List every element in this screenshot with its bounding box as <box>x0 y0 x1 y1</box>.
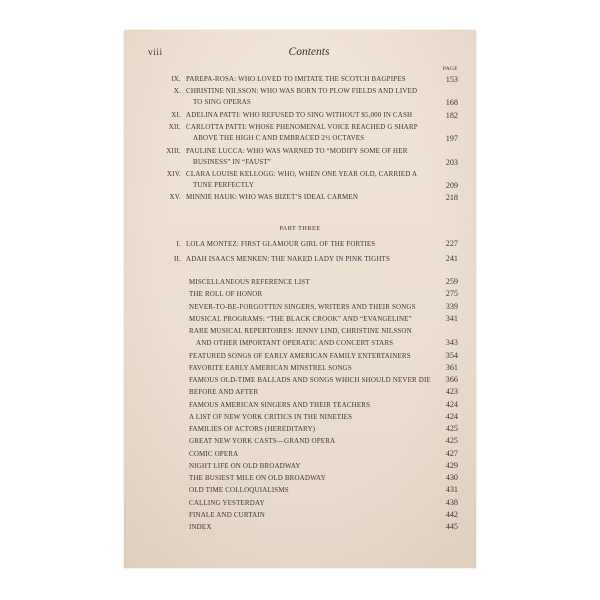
page-title: Contents <box>288 46 330 58</box>
entry-title-line: BEFORE AND AFTER <box>189 388 259 397</box>
entry-title-line: CALLING YESTERDAY <box>189 498 265 507</box>
entry-title <box>189 374 436 386</box>
entry-title-line: OLD TIME COLLOQUIALISMS <box>189 486 289 495</box>
toc-entry <box>124 484 458 496</box>
entry-title-line: THE ROLL OF HONOR <box>189 290 263 299</box>
entry-title-line: RARE MUSICAL REPERTOIRES: JENNY LIND, CHRISTINE NILSSON <box>189 327 412 335</box>
page-number: 430 <box>445 473 458 482</box>
toc-entry <box>124 350 458 362</box>
page-number: 218 <box>445 193 458 203</box>
entry-title-line: MISCELLANEOUS REFERENCE LIST <box>189 278 310 286</box>
page-number: 424 <box>445 411 458 421</box>
page-number: 425 <box>445 424 458 433</box>
entry-title-line: FAMOUS OLD-TIME BALLADS AND SONGS WHICH SHOULD NEVER DIE <box>189 376 431 384</box>
entry-title-line: NEVER-TO-BE-FORGOTTEN SINGERS, WRITERS AND THEIR SONGS <box>189 302 416 311</box>
page-number: 442 <box>445 509 458 519</box>
toc-entry <box>124 497 458 509</box>
book-page <box>124 30 476 568</box>
toc-entry <box>124 86 458 108</box>
entry-title-line: FEATURED SONGS OF EARLY AMERICAN FAMILY ENTERTAINERS <box>189 351 411 360</box>
chapter-number: XV. <box>169 193 181 202</box>
toc-entry <box>124 399 458 411</box>
page-number: 354 <box>445 350 458 360</box>
page-number: 209 <box>445 180 458 190</box>
toc-entry <box>124 325 458 350</box>
entry-title-line: MINNIE HAUK: WHO WAS BIZET’S IDEAL CARMEN <box>186 193 359 202</box>
entry-title-line: LOLA MONTEZ: FIRST GLAMOUR GIRL OF THE FORTIES <box>186 240 376 248</box>
page-number: 197 <box>445 134 458 144</box>
entry-title <box>189 497 436 509</box>
entry-title-line: CLARA LOUISE KELLOGG: WHO, WHEN ONE YEAR OLD, CARRIED A <box>186 169 418 178</box>
chapter-number: XI. <box>171 110 181 119</box>
toc-entry <box>124 362 458 374</box>
entry-title <box>189 350 436 362</box>
toc-entry <box>124 509 458 521</box>
entry-title-line: INDEX <box>189 523 212 531</box>
entry-title <box>189 509 436 521</box>
entry-title-line: CARLOTTA PATTI: WHOSE PHENOMENAL VOICE REACHED G SHARP <box>186 123 418 132</box>
toc-entry <box>124 448 458 460</box>
chapter-number: XII. <box>168 123 181 132</box>
entry-title-line: COMIC OPERA <box>189 449 239 458</box>
page-number: 182 <box>445 110 458 120</box>
part-two-chapter-list <box>124 74 458 205</box>
page-number: 429 <box>445 460 458 470</box>
entry-title <box>189 472 436 484</box>
entry-title-line: A LIST OF NEW YORK CRITICS IN THE NINETIES <box>189 412 353 421</box>
page-number: 227 <box>445 239 458 248</box>
entry-title-line: FAMILIES OF ACTORS (HEREDITARY) <box>189 425 316 433</box>
entry-title-line: MUSICAL PROGRAMS: “THE BLACK CROOK” AND “EVANGELINE” <box>189 314 412 323</box>
entry-title <box>186 146 436 168</box>
entry-title <box>189 362 436 374</box>
entry-title-continuation: TUNE PERFECTLY <box>193 180 255 189</box>
toc-entry <box>124 472 458 484</box>
page-number: 427 <box>445 448 458 458</box>
toc-entry <box>124 411 458 423</box>
chapter-number: IX. <box>171 75 181 83</box>
entry-title-line: FINALE AND CURTAIN <box>189 510 265 519</box>
toc-entry <box>124 253 458 265</box>
entry-title <box>189 325 436 350</box>
page-column-label: PAGE <box>442 66 458 72</box>
toc-entry <box>124 374 458 386</box>
toc-entry <box>124 435 458 447</box>
entry-title-line: PAREPA-ROSA: WHO LOVED TO IMITATE THE SCOTCH BAGPIPES <box>186 75 406 83</box>
entry-title <box>189 435 436 447</box>
page-number: 275 <box>445 289 458 299</box>
entry-title <box>189 484 436 496</box>
entry-title <box>186 192 436 203</box>
entry-title-continuation: ABOVE THE HIGH C AND EMBRACED 2½ OCTAVES <box>193 134 365 143</box>
entry-title <box>186 86 436 108</box>
entry-title <box>186 169 436 191</box>
page-number: 341 <box>445 313 458 323</box>
page-number: 339 <box>445 301 458 311</box>
entry-title-line: FAMOUS AMERICAN SINGERS AND THEIR TEACHERS <box>189 400 371 409</box>
entry-title-line: GREAT NEW YORK CASTS—GRAND OPERA <box>189 437 336 446</box>
entry-title-line: PAULINE LUCCA: WHO WAS WARNED TO “MODIFY SOME OF HER <box>186 146 408 155</box>
entry-title-line: FAVORITE EARLY AMERICAN MINSTREL SONGS <box>189 363 352 372</box>
toc-entry <box>124 521 458 533</box>
toc-entry <box>124 313 458 325</box>
page-number: 445 <box>445 522 458 531</box>
chapter-number: X. <box>173 87 181 96</box>
page-number: 431 <box>445 485 458 495</box>
toc-entry <box>124 122 458 144</box>
page-number: 203 <box>445 157 458 167</box>
page-number: 241 <box>445 254 458 263</box>
page-number: 438 <box>445 497 458 507</box>
entry-title-line: NIGHT LIFE ON OLD BROADWAY <box>189 461 301 470</box>
entry-title <box>189 411 436 423</box>
entry-title <box>189 288 436 300</box>
entry-title <box>186 110 436 121</box>
entry-title-continuation: BUSINESS” IN “FAUST” <box>193 157 271 166</box>
entry-title <box>186 238 436 250</box>
part-three-heading: PART THREE <box>279 225 321 232</box>
entry-title <box>186 122 436 144</box>
chapter-number: XIV. <box>166 169 181 178</box>
toc-entry <box>124 460 458 472</box>
chapter-number: II. <box>173 255 181 263</box>
entry-title-line: ADELINA PATTI: WHO REFUSED TO SING WITHOUT $5,000 IN CASH <box>186 110 413 119</box>
entry-title <box>186 253 436 265</box>
toc-entry <box>124 301 458 313</box>
entry-title-continuation: AND OTHER IMPORTANT OPERATIC AND CONCERT STARS <box>196 339 394 348</box>
entry-title-line: THE BUSIEST MILE ON OLD BROADWAY <box>189 474 326 482</box>
toc-entry <box>124 386 458 398</box>
entry-title <box>189 448 436 460</box>
toc-entry <box>124 169 458 191</box>
toc-entry <box>124 423 458 435</box>
toc-entry <box>124 238 458 250</box>
entry-title <box>189 399 436 411</box>
folio-page-number: viii <box>148 48 163 58</box>
entry-title-line: CHRISTINE NILSSON: WHO WAS BORN TO PLOW FIELDS AND LIVED <box>186 87 418 96</box>
page-number: 343 <box>445 338 458 348</box>
entry-title <box>189 276 436 288</box>
page-number: 168 <box>445 98 458 108</box>
toc-entry <box>124 192 458 203</box>
chapter-number: I. <box>176 240 181 248</box>
entry-title <box>189 386 436 398</box>
page-number: 423 <box>445 387 458 397</box>
part-three-chapter-list <box>124 238 458 268</box>
entry-title <box>189 460 436 472</box>
page-number: 425 <box>445 436 458 446</box>
page-number: 259 <box>445 277 458 286</box>
toc-entry <box>124 110 458 121</box>
page-number: 361 <box>445 362 458 372</box>
toc-entry <box>124 146 458 168</box>
entry-title <box>189 423 436 435</box>
entry-title <box>189 521 436 533</box>
toc-entry <box>124 276 458 288</box>
page-header <box>124 46 476 62</box>
page-number: 424 <box>445 399 458 409</box>
entry-title <box>189 301 436 313</box>
chapter-number: XIII. <box>166 146 181 155</box>
toc-entry <box>124 288 458 300</box>
entry-title-continuation: TO SING OPERAS <box>193 98 251 107</box>
page-number: 153 <box>445 75 458 84</box>
page-number: 366 <box>445 375 458 384</box>
entry-title-line: ADAH ISAACS MENKEN: THE NAKED LADY IN PINK TIGHTS <box>186 255 390 263</box>
entry-title <box>189 313 436 325</box>
entry-title <box>186 74 436 85</box>
appendix-list <box>124 276 458 533</box>
toc-entry <box>124 74 458 85</box>
